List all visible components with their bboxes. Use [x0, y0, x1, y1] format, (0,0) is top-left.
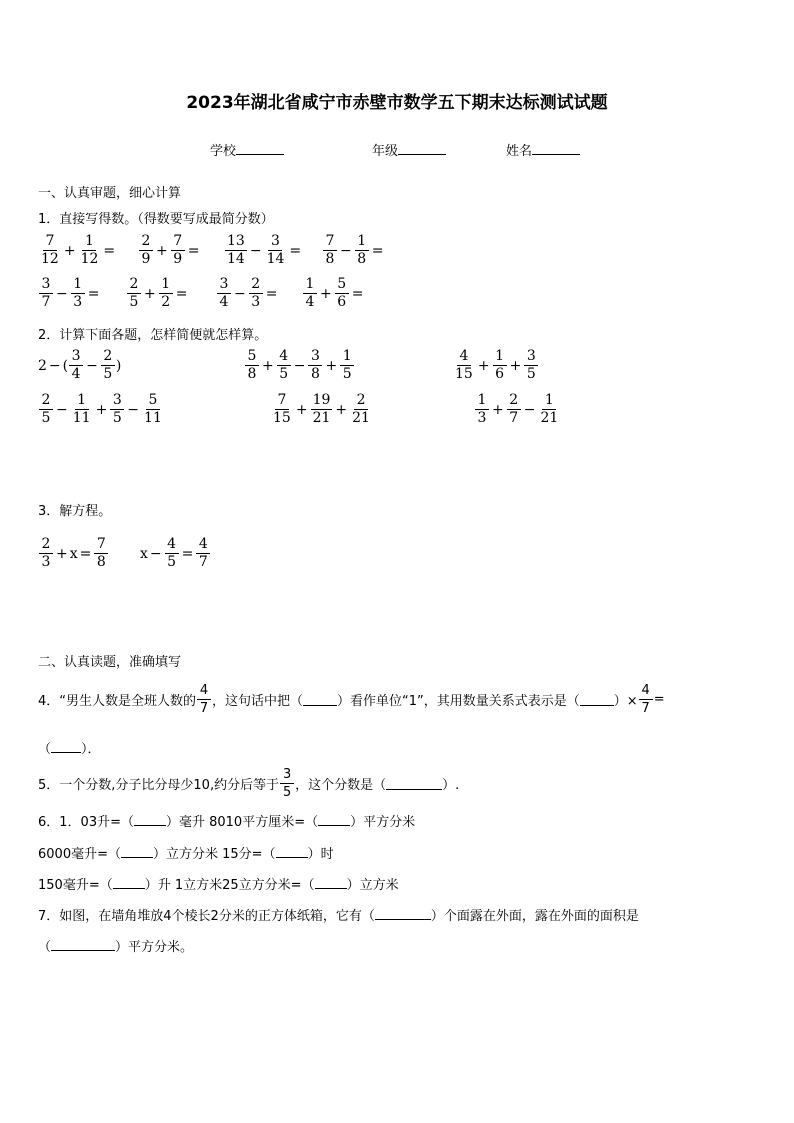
fraction: [110, 392, 124, 427]
text-segment: 6000毫升=（: [38, 847, 121, 862]
text-segment: ）立方米: [346, 878, 399, 893]
fraction: [453, 348, 475, 383]
question-4: [38, 682, 665, 717]
page-title: 2023年湖北省咸宁市赤壁市数学五下期末达标测试试题: [186, 93, 608, 113]
numerator: 1: [493, 348, 507, 366]
operator: =: [265, 285, 278, 302]
operator: =: [103, 242, 116, 259]
denominator: 11: [144, 410, 162, 426]
operator: =: [351, 285, 364, 302]
numerator: 4: [639, 682, 653, 700]
q6-blank-1[interactable]: [134, 813, 166, 826]
numerator: 1: [303, 276, 317, 294]
fraction: [39, 536, 53, 571]
section-1-heading: 一、认真审题，细心计算: [38, 186, 182, 201]
numerator: 1: [355, 233, 369, 251]
numerator: 13: [227, 233, 245, 249]
operator: +: [63, 242, 76, 259]
fraction: [39, 233, 61, 268]
numerator: 4: [196, 536, 210, 554]
fraction: [524, 348, 538, 383]
fraction: [165, 536, 179, 571]
numerator: 1: [75, 392, 89, 410]
fraction: [311, 392, 333, 427]
fraction: [323, 233, 337, 268]
numerator: 2: [354, 392, 368, 410]
operator: =: [79, 545, 92, 562]
fraction: [280, 766, 294, 801]
denominator: 6: [495, 366, 505, 382]
denominator: 15: [273, 410, 291, 426]
q2-expr-5: [270, 392, 373, 427]
denominator: 5: [112, 410, 122, 426]
text-segment: ，这个分数是（: [295, 778, 387, 793]
school-blank[interactable]: [236, 142, 284, 155]
q1-expr-6: [126, 276, 189, 311]
denominator: 6: [337, 294, 347, 310]
text-segment: 姓名: [506, 144, 533, 159]
operator: +: [492, 401, 504, 418]
operator: +: [95, 401, 108, 418]
fraction: [69, 348, 83, 383]
denominator: 4: [71, 366, 81, 382]
q4-blank-2[interactable]: [580, 693, 614, 706]
denominator: 8: [357, 251, 367, 267]
text-segment: 年级: [372, 144, 399, 159]
numerator: 1: [475, 392, 489, 410]
operator: +: [477, 357, 490, 374]
fraction: [308, 348, 322, 383]
operator: −: [56, 401, 68, 418]
text-segment: ）看作单位“1”，其用数量关系式表示是（: [337, 694, 580, 709]
fraction: [245, 348, 259, 383]
numerator: 19: [312, 392, 331, 408]
q7-blank-1[interactable]: [375, 907, 431, 920]
text-segment: ）个面露在外面，露在外面的面积是: [430, 909, 639, 924]
operator: −: [234, 285, 246, 302]
operator: +: [335, 401, 348, 418]
numerator: 5: [335, 276, 349, 294]
numerator: 1: [71, 276, 85, 294]
operator: −: [149, 545, 162, 562]
numerator: 4: [197, 682, 211, 700]
numerator: 2: [507, 392, 521, 410]
question-6-line-1: [38, 811, 415, 830]
denominator: 21: [312, 410, 331, 426]
fraction: [225, 233, 247, 268]
denominator: 5: [342, 366, 352, 382]
numerator: 1: [340, 348, 354, 366]
numerator: 1: [159, 276, 173, 294]
question-6-line-3: [38, 874, 399, 893]
q1-expr-1: [38, 233, 117, 268]
operator: −: [293, 357, 306, 374]
operator: =: [87, 285, 100, 302]
fraction: [197, 682, 211, 717]
fraction: [271, 392, 293, 427]
fraction: [79, 233, 101, 268]
text-segment: 2: [38, 357, 47, 374]
question-6-line-2: [38, 843, 334, 862]
question-7: [38, 905, 639, 924]
q3-equation-1: [38, 536, 109, 571]
operator: +: [144, 285, 156, 302]
question-4-cont: [38, 738, 101, 757]
text-segment: 150毫升=（: [38, 878, 113, 893]
denominator: 8: [247, 366, 257, 382]
school-field: [210, 140, 284, 159]
operator: =: [289, 242, 302, 259]
text-segment: =: [653, 692, 665, 707]
numerator: 4: [457, 348, 471, 366]
denominator: 21: [352, 410, 370, 426]
operator: =: [187, 242, 200, 259]
numerator: 7: [275, 392, 289, 410]
q3-equation-2: [140, 536, 211, 571]
q1-expr-5: [38, 276, 101, 311]
operator: −: [56, 285, 68, 302]
numerator: 3: [524, 348, 538, 366]
fraction: [39, 276, 53, 311]
q6-blank-4[interactable]: [276, 845, 308, 858]
numerator: 2: [39, 392, 53, 410]
q2-expr-2: [244, 348, 355, 383]
numerator: 2: [101, 348, 115, 366]
operator: +: [509, 357, 522, 374]
fraction: [639, 682, 653, 717]
q5-blank[interactable]: [386, 777, 442, 790]
numerator: 2: [249, 276, 263, 294]
numerator: 2: [139, 233, 153, 251]
fraction: [139, 233, 153, 268]
numerator: 3: [280, 766, 294, 784]
fraction: [335, 276, 349, 311]
denominator: 5: [129, 294, 139, 310]
text-segment: ）．: [81, 742, 101, 757]
question-1: 1．直接写得数。（得数要写成最简分数）: [38, 212, 274, 227]
denominator: 14: [227, 251, 245, 267]
fraction: [171, 233, 185, 268]
text-segment: ）立方分米 15分=（: [152, 847, 276, 862]
denominator: 8: [325, 251, 335, 267]
operator: −: [86, 357, 98, 374]
q7-blank-2[interactable]: [51, 938, 115, 951]
denominator: 5: [41, 410, 51, 426]
denominator: 3: [251, 294, 261, 310]
text-segment: ）.: [442, 778, 460, 793]
grade-blank[interactable]: [398, 142, 446, 155]
operator: −: [48, 357, 61, 374]
numerator: 4: [165, 536, 179, 554]
fraction: [39, 392, 53, 427]
text-segment: ）时: [307, 847, 334, 862]
text-segment: 7．如图，在墙角堆放4个棱长2分米的正方体纸箱，它有（: [38, 909, 375, 924]
denominator: 5: [282, 785, 292, 800]
fraction: [159, 276, 173, 311]
operator: =: [371, 242, 384, 259]
operator: =: [175, 285, 188, 302]
denominator: 7: [198, 554, 208, 570]
q2-expr-3: [452, 348, 539, 383]
operator: +: [325, 357, 338, 374]
denominator: 2: [161, 294, 171, 310]
section-2-heading: 二、认真读题，准确填写: [38, 655, 182, 670]
denominator: 8: [96, 554, 106, 570]
denominator: 7: [41, 294, 51, 310]
text-segment: ）升 1立方米25立方分米=（: [144, 878, 315, 893]
q1-expr-4: [322, 233, 385, 268]
operator: =: [181, 545, 194, 562]
denominator: 5: [167, 554, 177, 570]
fraction: [277, 348, 291, 383]
denominator: 3: [477, 410, 487, 426]
fraction: [71, 276, 85, 311]
q6-blank-5[interactable]: [113, 876, 145, 889]
text-segment: ）平方分米。: [115, 940, 194, 955]
numerator: 3: [110, 392, 124, 410]
question-3: 3．解方程。: [38, 504, 112, 519]
question-5: [38, 766, 459, 801]
denominator: 3: [41, 554, 51, 570]
operator: −: [340, 242, 352, 259]
text-segment: (: [62, 357, 69, 374]
denominator: 9: [141, 251, 151, 267]
denominator: 5: [103, 366, 113, 382]
numerator: 7: [43, 233, 57, 251]
fraction: [350, 392, 372, 427]
operator: +: [56, 545, 68, 562]
fraction: [475, 392, 489, 427]
name-blank[interactable]: [532, 142, 580, 155]
denominator: 8: [311, 366, 320, 382]
text-segment: ）毫升 8010平方厘米=（: [165, 815, 319, 830]
denominator: 7: [199, 701, 209, 716]
q1-expr-7: [216, 276, 279, 311]
denominator: 3: [73, 294, 83, 310]
text-segment: （: [38, 940, 52, 955]
fraction: [493, 348, 507, 383]
q2-expr-6: [474, 392, 561, 427]
fraction: [249, 276, 263, 311]
text-segment: 5．一个分数,分子比分母少10,约分后等于: [38, 778, 280, 793]
text-segment: 6．1．03升=（: [38, 815, 134, 830]
q4-blank-3[interactable]: [51, 740, 81, 753]
numerator: 4: [277, 348, 291, 366]
operator: +: [262, 357, 274, 374]
fraction: [101, 348, 115, 383]
denominator: 15: [455, 366, 473, 382]
fraction: [507, 392, 521, 427]
numerator: 2: [127, 276, 141, 294]
fraction: [127, 276, 141, 311]
denominator: 4: [219, 294, 229, 310]
operator: −: [523, 401, 536, 418]
operator: +: [295, 401, 308, 418]
numerator: 5: [245, 348, 259, 366]
operator: −: [127, 401, 140, 418]
numerator: 3: [217, 276, 231, 294]
numerator: 3: [39, 276, 53, 294]
grade-field: [372, 140, 446, 159]
q2-expr-1: [38, 348, 121, 383]
q1-expr-2: [138, 233, 201, 268]
fraction: [355, 233, 369, 268]
numerator: 3: [69, 348, 83, 366]
denominator: 5: [279, 366, 289, 382]
fraction: [303, 276, 317, 311]
denominator: 7: [641, 701, 650, 716]
denominator: 9: [173, 251, 183, 267]
fraction: [142, 392, 164, 427]
q6-blank-6[interactable]: [315, 876, 347, 889]
q6-blank-3[interactable]: [121, 845, 153, 858]
denominator: 4: [305, 294, 315, 310]
operator: +: [156, 242, 168, 259]
fraction: [94, 536, 108, 571]
fraction: [71, 392, 93, 427]
q1-expr-3: [224, 233, 303, 268]
question-2: 2．计算下面各题，怎样简便就怎样算。: [38, 328, 268, 343]
fraction: [538, 392, 560, 427]
denominator: 12: [80, 251, 99, 267]
numerator: 7: [171, 233, 185, 251]
fraction: [217, 276, 231, 311]
text-segment: x: [140, 545, 148, 562]
operator: +: [320, 285, 332, 302]
numerator: 3: [308, 348, 322, 366]
text-segment: x: [69, 545, 78, 562]
text-segment: ): [115, 357, 122, 374]
name-field: [506, 140, 580, 159]
denominator: 5: [526, 366, 536, 382]
denominator: 21: [540, 410, 559, 426]
text-segment: 学校: [210, 144, 237, 159]
numerator: 7: [323, 233, 337, 251]
text-segment: ）×: [613, 694, 638, 709]
numerator: 7: [94, 536, 108, 554]
fraction: [265, 233, 287, 268]
numerator: 5: [146, 392, 160, 410]
text-segment: （: [38, 742, 52, 757]
denominator: 11: [72, 410, 91, 426]
operator: −: [249, 242, 262, 259]
text-segment: ）平方分米: [350, 815, 416, 830]
text-segment: ，这句话中把（: [212, 694, 304, 709]
numerator: 2: [39, 536, 53, 554]
denominator: 14: [266, 251, 285, 267]
q2-expr-4: [38, 392, 165, 427]
q4-blank-1[interactable]: [303, 693, 337, 706]
numerator: 1: [542, 392, 556, 410]
denominator: 7: [509, 410, 519, 426]
text-segment: 4．“男生人数是全班人数的: [38, 694, 197, 709]
question-7-cont: [38, 936, 193, 955]
fraction: [196, 536, 210, 571]
q1-expr-8: [302, 276, 365, 311]
numerator: 1: [82, 233, 96, 251]
q6-blank-2[interactable]: [318, 813, 350, 826]
fraction: [340, 348, 354, 383]
numerator: 3: [268, 233, 282, 251]
denominator: 12: [41, 251, 59, 267]
